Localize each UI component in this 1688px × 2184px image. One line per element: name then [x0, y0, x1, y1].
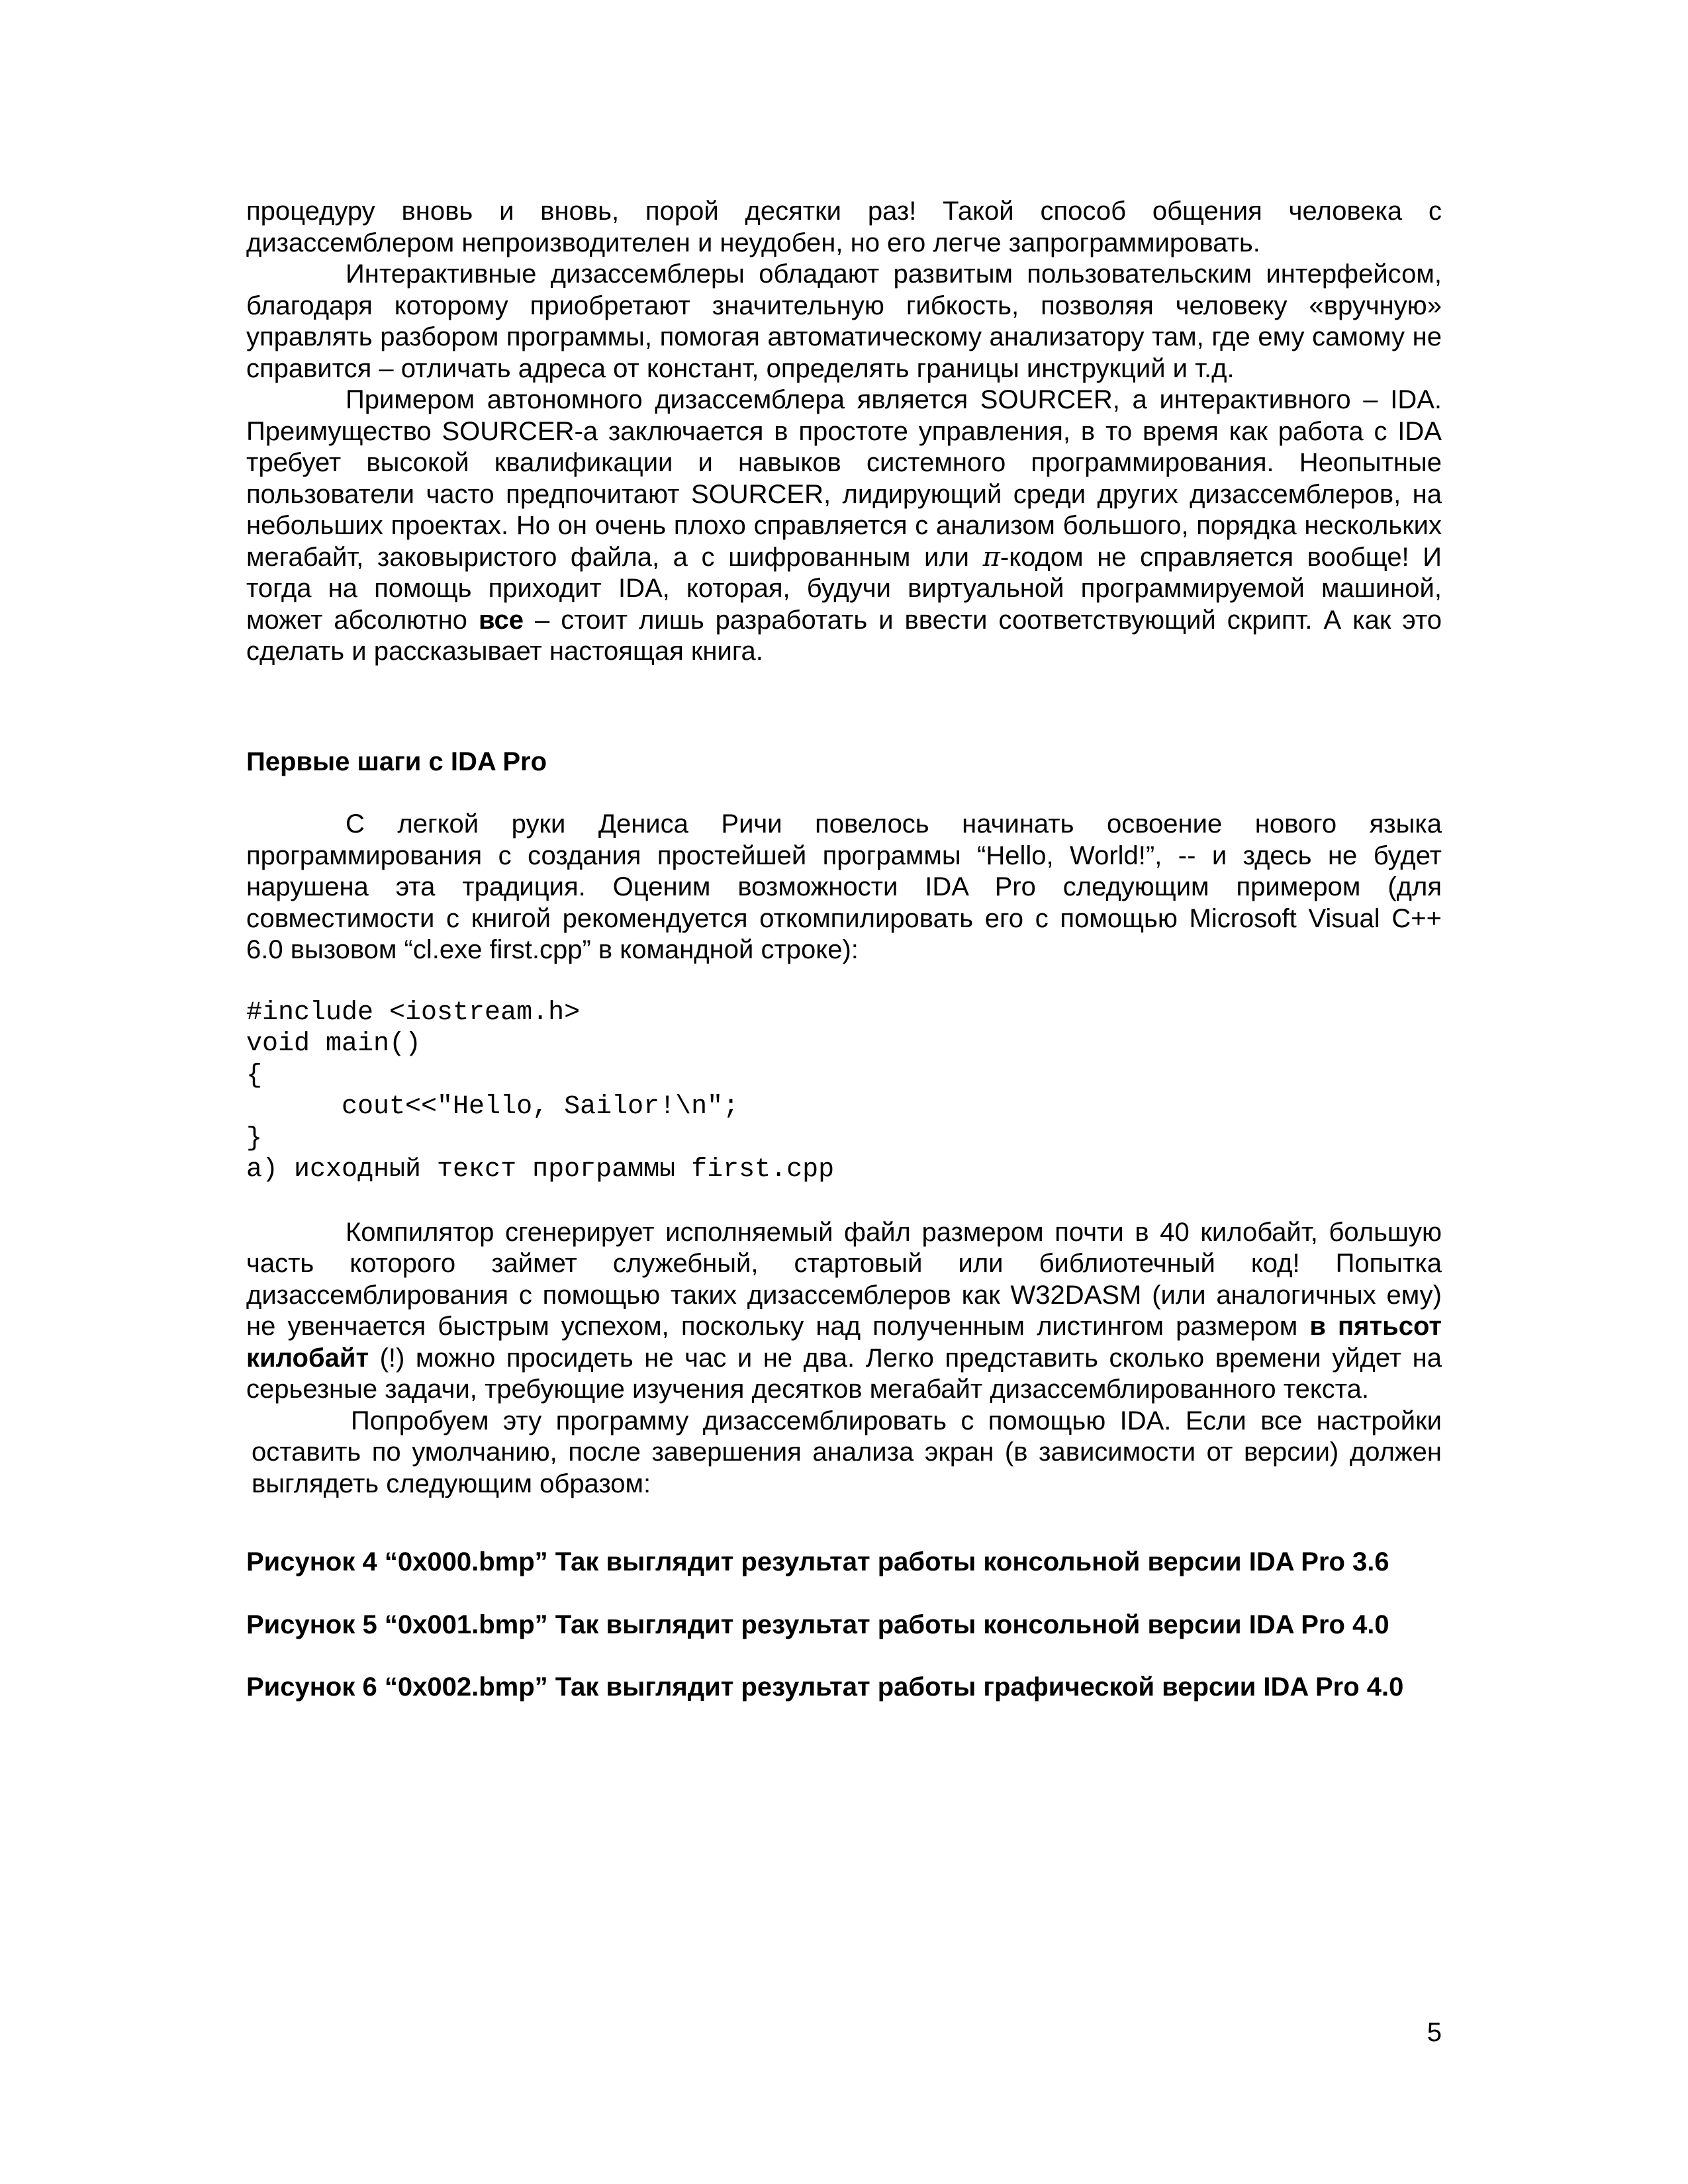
- section-paragraph-1: С легкой руки Дениса Ричи повелось начинать освоение нового языка программирования с создания простейшей программы “Hello, World!”, -- и здесь не будет нарушена эта традиция. Оценим возможности IDA Pro следующим примером (для совместимости с книгой рекомендуется откомпилировать его с помощью Microsoft Visual C++ 6.0 вызовом “cl.exe first.cpp” в командной строке):: [246, 809, 1442, 964]
- code-caption: а) исходный текст программы first.cpp: [246, 1155, 835, 1185]
- body-paragraph-2: Попробуем эту программу дизассемблировать с помощью IDA. Если все настройки оставить по умолчанию, после завершения анализа экран (в зависимости от версии) должен выглядеть следующим образом:: [252, 1406, 1442, 1498]
- body-text-b: (!) можно просидеть не час и не два. Легко представить сколько времени уйдет на серьезные задачи, требующие изучения десятков мегабайт дизассемблированного текста.: [246, 1343, 1442, 1404]
- body-paragraph-1: [246, 1217, 1442, 1406]
- code-line-5: }: [246, 1123, 263, 1154]
- intro-text-c: – стоит лишь разработать и ввести соответствующий скрипт. А как это сделать и рассказывает настоящая книга.: [246, 605, 1442, 666]
- code-line-2: void main(): [246, 1029, 422, 1059]
- intro-paragraph-3: [246, 385, 1442, 668]
- intro-paragraph-2: Интерактивные дизассемблеры обладают развитым пользовательским интерфейсом, благодаря которому приобретают значительную гибкость, позволяя человеку «вручную» управлять разбором программы, помогая автоматическому анализатору там, где ему самому не справится – отличать адреса от констант, определять границы инструкций и т.д.: [246, 259, 1442, 383]
- document-page: [246, 196, 1442, 1704]
- page-number: 5: [1427, 2018, 1442, 2047]
- code-line-1: #include <iostream.h>: [246, 997, 581, 1028]
- intro-bold-word: все: [478, 605, 524, 635]
- figure-caption-6: Рисунок 6 “0x002.bmp” Так выглядит результат работы графической версии IDA Pro 4.0: [246, 1672, 1404, 1702]
- figure-caption-5: Рисунок 5 “0x001.bmp” Так выглядит результат работы консольной версии IDA Pro 4.0: [246, 1610, 1389, 1639]
- intro-text-a: Примером автономного дизассемблера является SOURCER, а интерактивного – IDA. Преимущество SOURCER-а заключается в простоте управления, в то время как работа с IDA требует высокой квалификации и навыков системного программирования. Неопытные пользователи часто предпочитают SOURCER, лидирующий среди других дизассемблеров, на небольших проектах. Но он очень плохо справляется с анализом большого, порядка нескольких мегабайт, заковыристого файла, а с шифрованным или: [246, 385, 1442, 572]
- code-line-4: cout<<"Hello, Sailor!\n";: [246, 1092, 739, 1122]
- body-text-a: Компилятор сгенерирует исполняемый файл размером почти в 40 килобайт, большую часть которого займет служебный, стартовый или библиотечный код! Попытка дизассемблирования с помощью таких дизассемблеров как W32DASM (или аналогичных ему) не увенчается быстрым успехом, поскольку над полученным листингом размером: [246, 1217, 1442, 1341]
- intro-text-b: -кодом не справляется вообще! И тогда на помощь приходит IDA, которая, будучи виртуальной программируемой машиной, может абсолютно: [246, 542, 1442, 635]
- code-line-3: {: [246, 1060, 263, 1091]
- pi-symbol: π: [982, 541, 1000, 572]
- body-bold-phrase: в пятьсот килобайт: [246, 1312, 1442, 1373]
- intro-paragraph-1: процедуру вновь и вновь, порой десятки раз! Такой способ общения человека с дизассемблером непроизводителен и неудобен, но его легче запрограммировать.: [246, 197, 1442, 257]
- section-heading: Первые шаги с IDA Pro: [246, 747, 547, 776]
- code-listing: [246, 997, 1442, 1186]
- figure-caption-4: Рисунок 4 “0x000.bmp” Так выглядит результат работы консольной версии IDA Pro 3.6: [246, 1547, 1389, 1576]
